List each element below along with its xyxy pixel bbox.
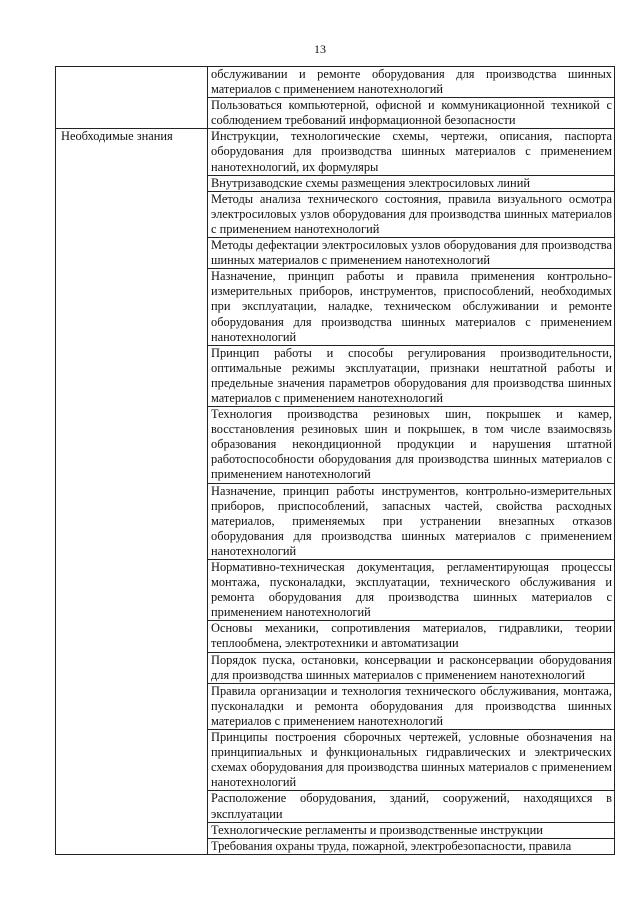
row-text-cell: Методы анализа технического состояния, правила визуального осмотра электросиловых узлов оборудования для производства шинных материалов с применением нанотехнологий [208, 191, 615, 237]
row-text-cell: Нормативно-техническая документация, регламентирующая процессы монтажа, пусконаладки, эксплуатации, технического обслуживания и ремонта оборудования для производства шинных материалов с применением нанотехнологий [208, 560, 615, 621]
table-row [56, 67, 615, 98]
row-text-cell: Расположение оборудования, зданий, сооружений, находящихся в эксплуатации [208, 791, 615, 822]
row-label-cell [56, 67, 208, 129]
row-text-cell: Внутризаводские схемы размещения электросиловых линий [208, 175, 615, 191]
row-text-cell: Принципы построения сборочных чертежей, условные обозначения на принципиальных и функциональных гидравлических и электрических схемах оборудования для производства шинных материалов с применением нанотехнологий [208, 730, 615, 791]
row-text-cell: Принцип работы и способы регулирования производительности, оптимальные режимы эксплуатации, признаки нештатной работы и предельные значения параметров оборудования для производства шинных материалов с применением нанотехнологий [208, 345, 615, 406]
row-text-cell: Порядок пуска, остановки, консервации и расконсервации оборудования для производства шинных материалов с применением нанотехнологий [208, 652, 615, 683]
row-text-cell: Пользоваться компьютерной, офисной и коммуникационной техникой с соблюдением требований информационной безопасности [208, 98, 615, 129]
row-text-cell: Требования охраны труда, пожарной, электробезопасности, правила [208, 838, 615, 854]
row-text-cell: Основы механики, сопротивления материалов, гидравлики, теории теплообмена, электротехники и автоматизации [208, 621, 615, 652]
table-body [56, 67, 615, 855]
table-row [56, 129, 615, 175]
row-label-cell: Необходимые знания [56, 129, 208, 854]
row-text-cell: Назначение, принцип работы инструментов, контрольно-измерительных приборов, приспособлений, запасных частей, свойства расходных материалов, применяемых при устранении внезапных отказов оборудования для производства шинных материалов с применением нанотехнологий [208, 483, 615, 559]
row-text-cell: обслуживании и ремонте оборудования для производства шинных материалов с применением нанотехнологий [208, 67, 615, 98]
requirements-table [55, 66, 615, 855]
row-text-cell: Инструкции, технологические схемы, чертежи, описания, паспорта оборудования для производства шинных материалов с применением нанотехнологий, их формуляры [208, 129, 615, 175]
row-text-cell: Методы дефектации электросиловых узлов оборудования для производства шинных материалов с применением нанотехнологий [208, 238, 615, 269]
page-number: 13 [314, 42, 326, 56]
row-text-cell: Правила организации и технология технического обслуживания, монтажа, пусконаладки и ремонта оборудования для производства шинных материалов с применением нанотехнологий [208, 683, 615, 729]
row-text-cell: Назначение, принцип работы и правила применения контрольно-измерительных приборов, инструментов, приспособлений, необходимых при эксплуатации, наладке, техническом обслуживании и ремонте оборудования для производства шинных материалов с применением нанотехнологий [208, 269, 615, 345]
row-text-cell: Технологические регламенты и производственные инструкции [208, 822, 615, 838]
row-text-cell: Технология производства резиновых шин, покрышек и камер, восстановления резиновых шин и покрышек, в том числе взаимосвязь образования некондиционной продукции и нарушения штатной работоспособности оборудования для производства шинных материалов с применением нанотехнологий [208, 407, 615, 483]
